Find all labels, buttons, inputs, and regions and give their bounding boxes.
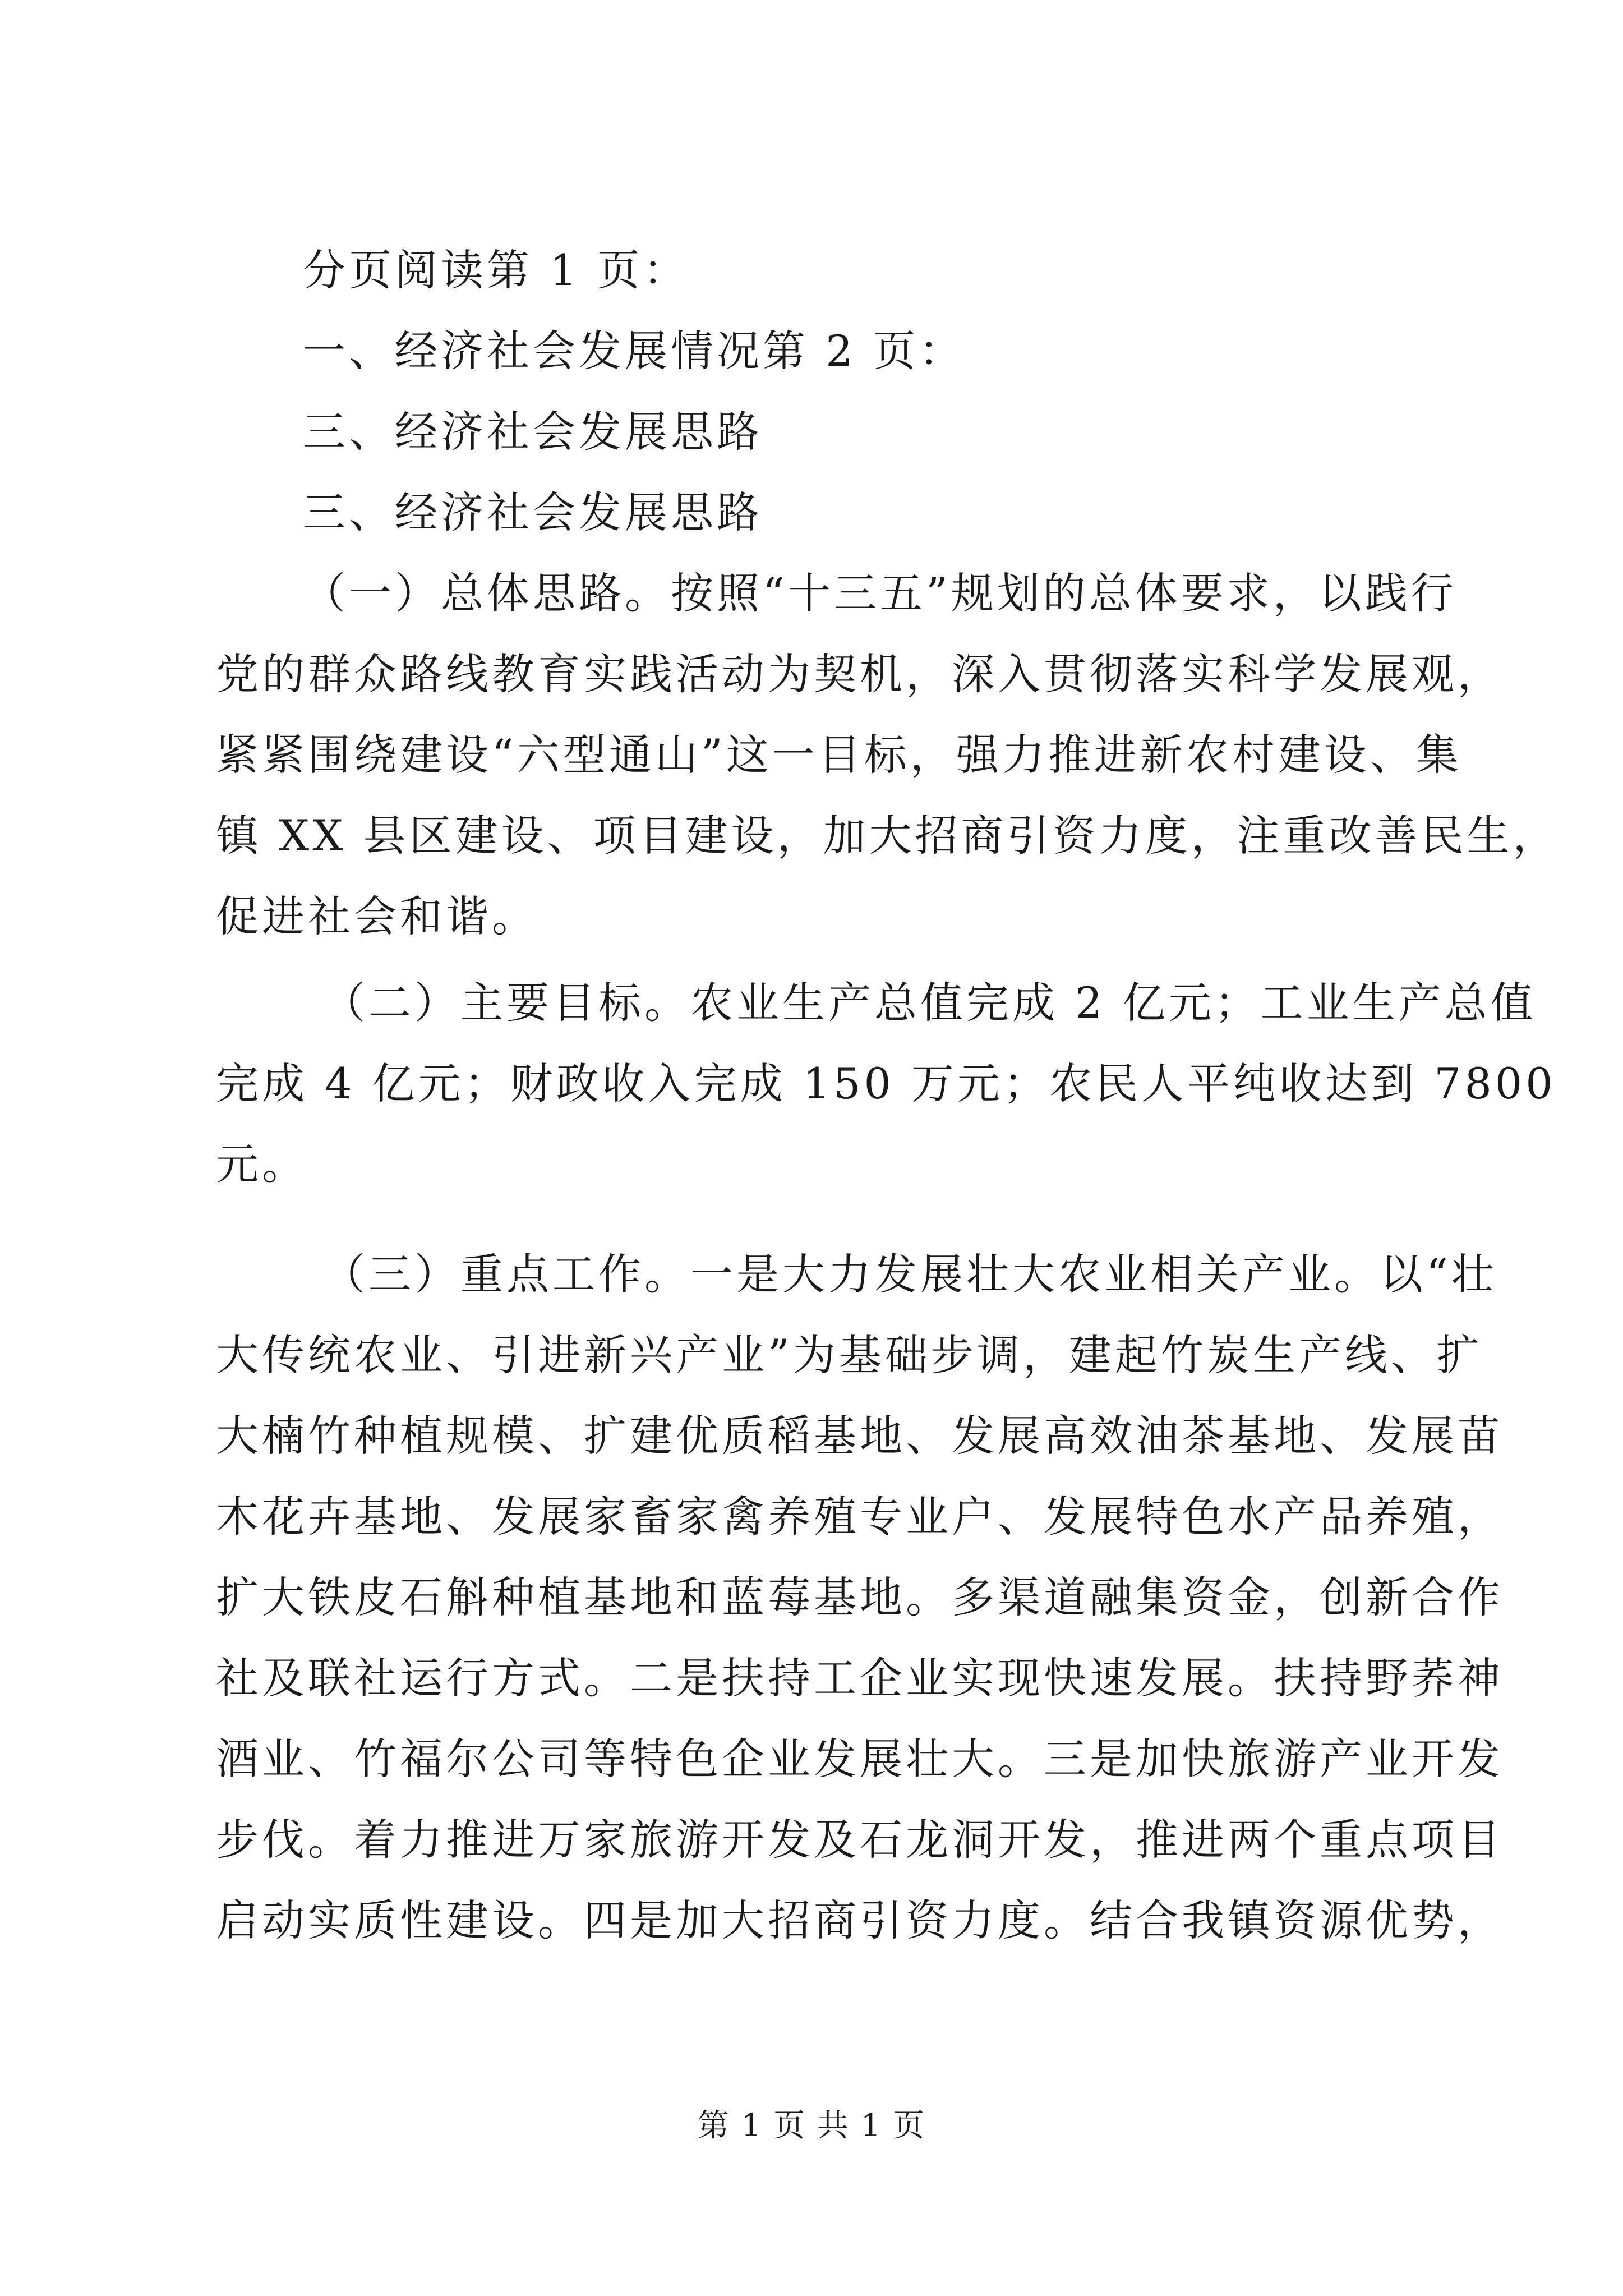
text-line: 紧紧围绕建设“六型通山”这一目标，强力推进新农村建设、集 <box>216 730 1462 780</box>
text-line: 镇 XX 县区建设、项目建设，加大招商引资力度，注重改善民生， <box>216 811 1559 861</box>
text-line: 完成 4 亿元；财政收入完成 150 万元；农民人平纯收达到 7800 <box>216 1059 1556 1108</box>
text-line: 木花卉基地、发展家畜家禽养殖专业户、发展特色水产品养殖， <box>216 1492 1504 1542</box>
text-line: 三、经济社会发展思路 <box>303 407 763 457</box>
text-line: 促进社会和谐。 <box>216 891 538 941</box>
text-line: 大传统农业、引进新兴产业”为基础步调，建起竹炭生产线、扩 <box>216 1330 1483 1380</box>
text-line: 大楠竹种植规模、扩建优质稻基地、发展高效油茶基地、发展苗 <box>216 1411 1504 1461</box>
text-line: （三）重点工作。一是大力发展壮大农业相关产业。以“壮 <box>322 1249 1497 1299</box>
text-line: 三、经济社会发展思路 <box>303 487 763 537</box>
text-line: 步伐。着力推进万家旅游开发及石龙洞开发，推进两个重点项目 <box>216 1815 1504 1865</box>
text-line: 社及联社运行方式。二是扶持工企业实现快速发展。扶持野荞神 <box>216 1653 1504 1703</box>
document-body <box>216 230 1559 1961</box>
text-line: 一、经济社会发展情况第 2 页： <box>303 326 965 376</box>
text-line: （二）主要目标。农业生产总值完成 2 亿元；工业生产总值 <box>322 978 1537 1028</box>
page-footer: 第 1 页 共 1 页 <box>697 2108 926 2144</box>
text-line: 元。 <box>216 1139 308 1189</box>
text-line: 扩大铁皮石斛种植基地和蓝莓基地。多渠道融集资金，创新合作 <box>216 1572 1504 1622</box>
text-line: 启动实质性建设。四是加大招商引资力度。结合我镇资源优势， <box>216 1895 1504 1945</box>
text-line: 酒业、竹福尔公司等特色企业发展壮大。三是加快旅游产业开发 <box>216 1734 1504 1784</box>
text-line: 分页阅读第 1 页： <box>303 245 689 295</box>
text-line: 党的群众路线教育实践活动为契机，深入贯彻落实科学发展观， <box>216 649 1504 699</box>
text-line: （一）总体思路。按照“十三五”规划的总体要求，以践行 <box>303 568 1457 618</box>
